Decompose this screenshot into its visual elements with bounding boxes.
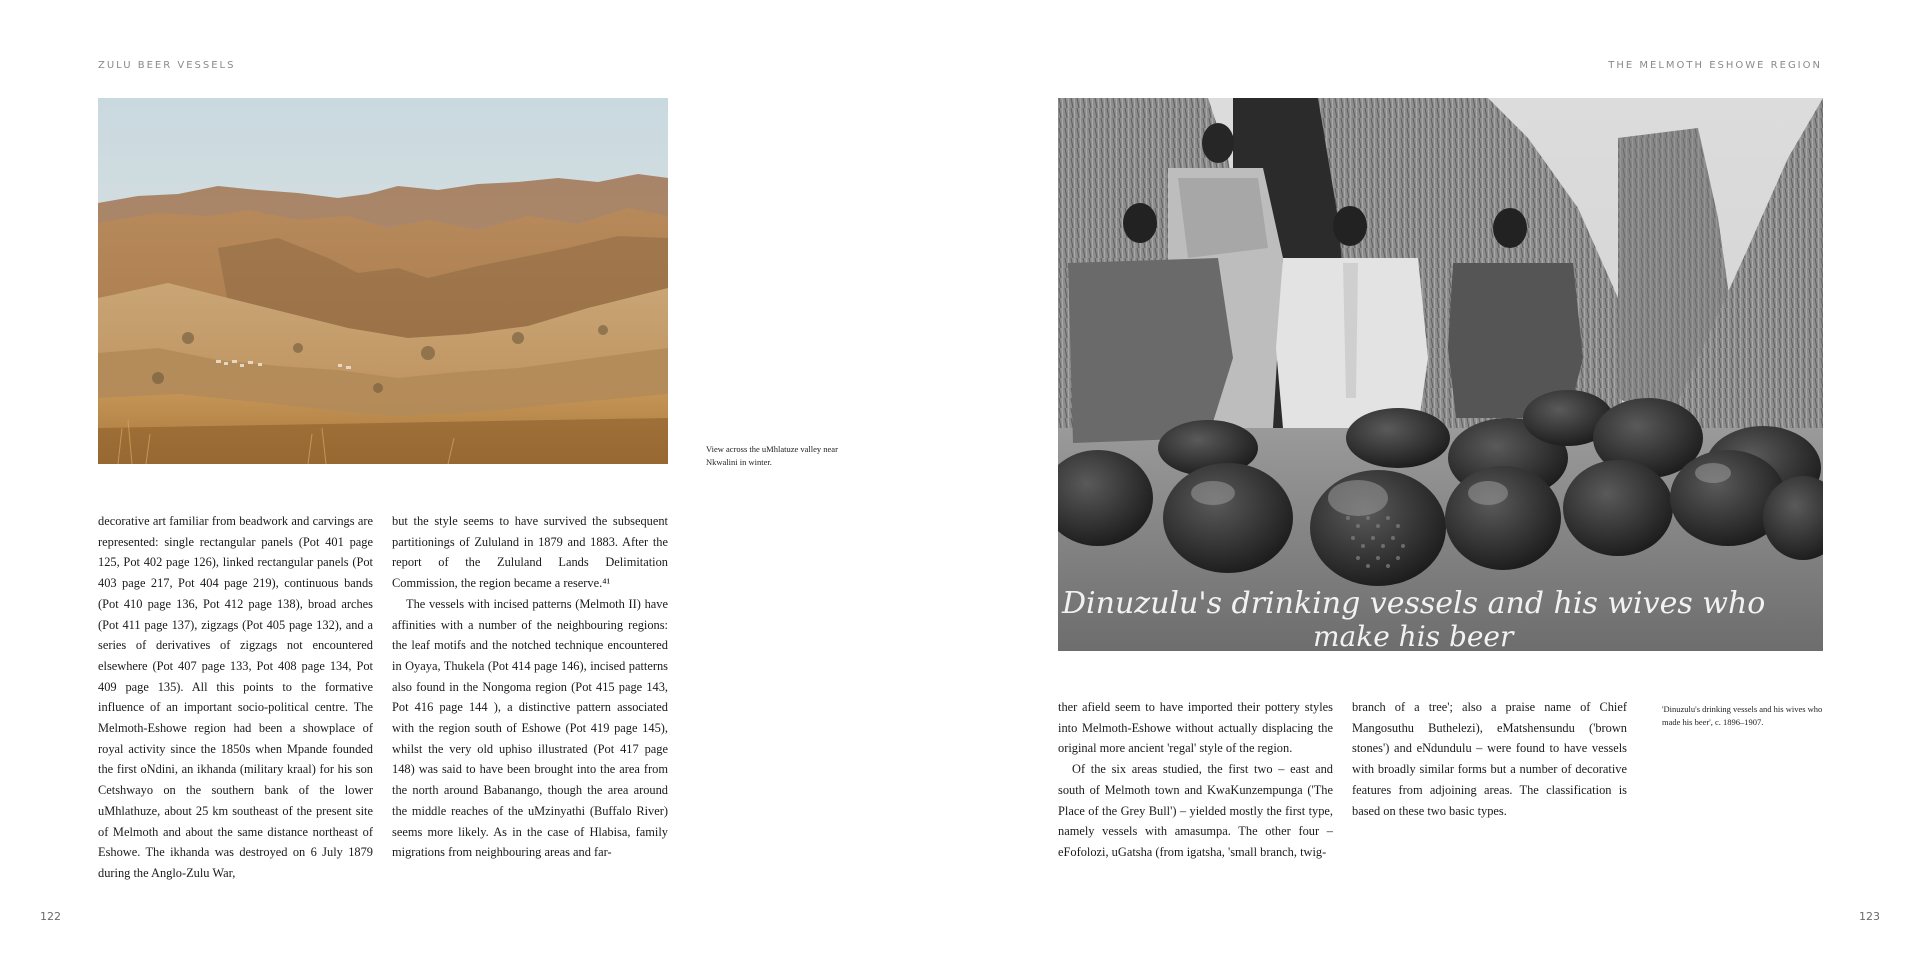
paragraph: but the style seems to have survived the subsequent partitionings of Zululand in 1879 and 1883. After the report of the Zululand Lands Delimitation Commission, the region became a reserve.⁴¹ <box>392 514 668 591</box>
page-number-left: 122 <box>40 910 61 923</box>
photo-inscription-line2: make his beer <box>1313 620 1514 651</box>
paragraph: Of the six areas studied, the first two – east and south of Melmoth town and KwaKunzempunga ('The Place of the Grey Bull') – yielded mostly the first type, namely vessels with amasumpa. The other four – eFofolozi, uGatsha (from igatsha, 'small branch, twig- <box>1058 762 1333 859</box>
paragraph: branch of a tree'; also a praise name of Chief Mangosuthu Buthelezi), eMatshensundu ('brown stones') and eNdundulu – were found to have vessels with broadly similar forms but a number of decorative features from adjoining areas. The classification is based on these two basic types. <box>1352 700 1627 818</box>
running-head-left: ZULU BEER VESSELS <box>98 60 236 71</box>
paragraph: The vessels with incised patterns (Melmoth II) have affinities with a number of the neighbouring regions: the leaf motifs and the notched technique encountered in Oyaya, Thukela (Pot 414 page 146), incised patterns also found in the Nongoma region (Pot 415 page 143, Pot 416 page 144 ), a distinctive pattern associated with the region south of Eshowe (Pot 419 page 145), whilst the very old uphiso illustrated (Pot 417 page 148) was said to have been brought into the area from the north around Babanango, though the area around the middle reaches of the uMzinyathi (Buffalo River) seems more likely. As in the case of Hlabisa, family migrations from neighbouring areas and far- <box>392 596 668 860</box>
paragraph: decorative art familiar from beadwork and carvings are represented: single rectangular panels (Pot 401 page 125, Pot 402 page 126), linked rectangular panels (Pot 403 page 217, Pot 404 page 219), continuous bands (Pot 410 page 136, Pot 412 page 138), broad arches (Pot 411 page 137), zigzags (Pot 405 page 132), and a series of derivatives of zigzags not encountered elsewhere (Pot 407 page 133, Pot 408 page 134, Pot 409 page 135). All this points to the formative influence of an important socio-political centre. The Melmoth-Eshowe region had been a showplace of royal activity since the 1850s when Mpande founded the first oNdini, an ikhanda (military kraal) for his son Cetshwayo on the southern bank of the lower uMhlathuze, about 25 km southeast of the present site of Melmoth and about the same distance northeast of Eshowe. The ikhanda was destroyed on 6 July 1879 during the Anglo-Zulu War, <box>98 514 373 880</box>
text-column-2 <box>392 511 668 863</box>
archival-caption: 'Dinuzulu's drinking vessels and his wives who made his beer', c. 1896–1907. <box>1662 704 1823 727</box>
landscape-caption: View across the uMhlatuze valley near Nkwalini in winter. <box>706 444 838 467</box>
text-column-1 <box>98 511 373 884</box>
page-number-right: 123 <box>1859 910 1880 923</box>
archival-photo <box>1058 98 1823 651</box>
landscape-photo <box>98 98 668 464</box>
photo-inscription-line1: Dinuzulu's drinking vessels and his wives who <box>1062 586 1766 621</box>
paragraph: ther afield seem to have imported their pottery styles into Melmoth-Eshowe without actually displacing the original more ancient 'regal' style of the region. <box>1058 700 1333 756</box>
text-column-4 <box>1352 697 1627 821</box>
text-column-3 <box>1058 697 1333 863</box>
running-head-right: THE MELMOTH ESHOWE REGION <box>1608 60 1822 71</box>
